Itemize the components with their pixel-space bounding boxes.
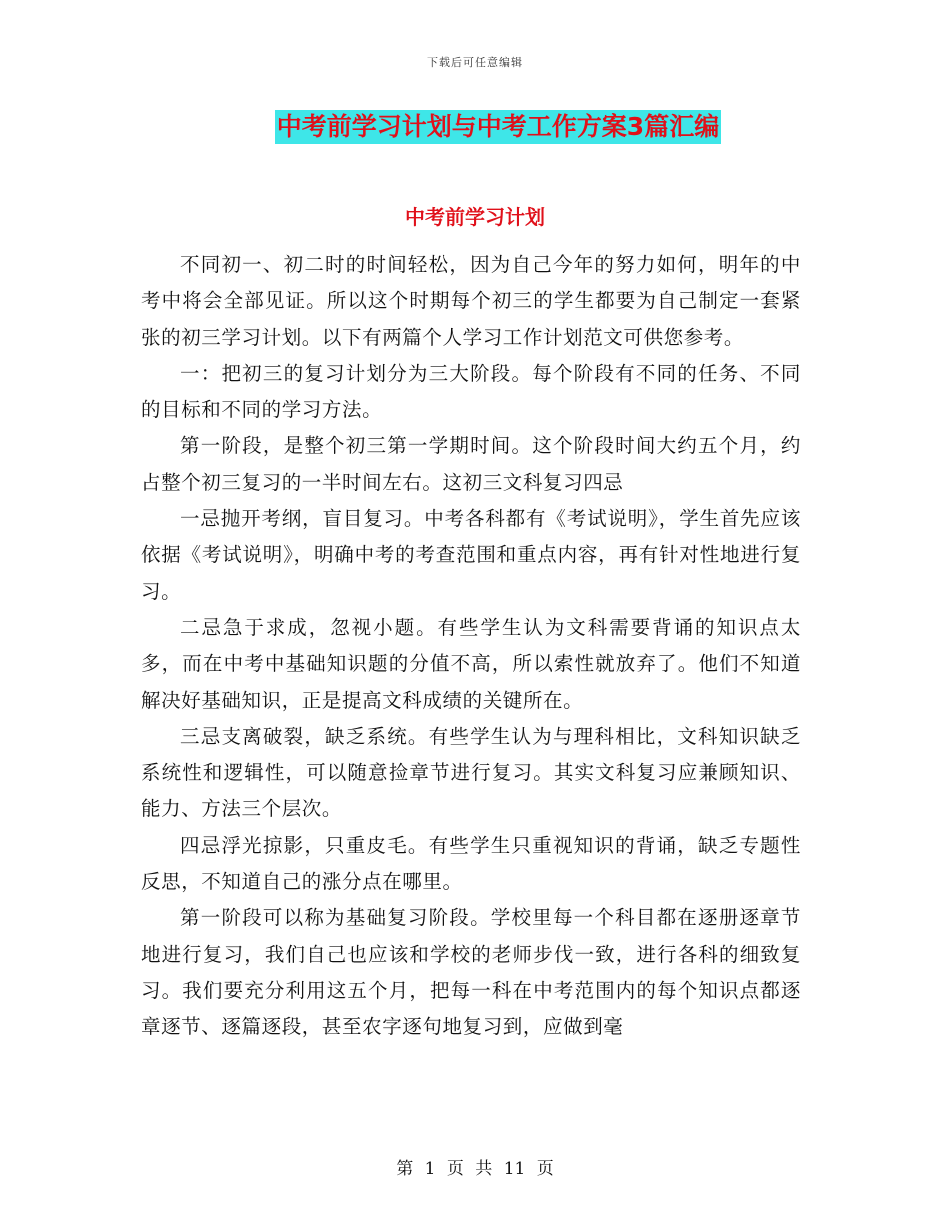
document-title-container xyxy=(0,110,950,144)
paragraph: 二忌急于求成，忽视小题。有些学生认为文科需要背诵的知识点太多，而在中考中基础知识题的分值不高，所以索性就放弃了。他们不知道解决好基础知识，正是提高文科成绩的关键所在。 xyxy=(141,615,801,712)
paragraph: 一：把初三的复习计划分为三大阶段。每个阶段有不同的任务、不同的目标和不同的学习方法。 xyxy=(141,361,801,422)
paragraph: 第一阶段可以称为基础复习阶段。学校里每一个科目都在逐册逐章节地进行复习，我们自己也应该和学校的老师步伐一致，进行各科的细致复习。我们要充分利用这五个月，把每一科在中考范围内的每个知识点都逐章逐节、逐篇逐段，甚至农字逐句地复习到，应做到毫 xyxy=(141,906,801,1039)
paragraph: 一忌抛开考纲，盲目复习。中考各科都有《考试说明》，学生首先应该依据《考试说明》，明确中考的考查范围和重点内容，再有针对性地进行复习。 xyxy=(141,507,801,603)
paragraph: 三忌支离破裂，缺乏系统。有些学生认为与理科相比，文科知识缺乏系统性和逻辑性，可以随意捡章节进行复习。其实文科复习应兼顾知识、能力、方法三个层次。 xyxy=(141,724,801,821)
body-text xyxy=(141,247,801,1046)
section-title: 中考前学习计划 xyxy=(405,205,545,229)
header-note: 下载后可任意编辑 xyxy=(427,56,523,69)
document-title: 中考前学习计划与中考工作方案3篇汇编 xyxy=(275,110,721,144)
page-footer: 第 1 页 共 11 页 xyxy=(396,1159,554,1179)
paragraph: 不同初一、初二时的时间轻松，因为自己今年的努力如何，明年的中考中将会全部见证。所以这个时期每个初三的学生都要为自己制定一套紧张的初三学习计划。以下有两篇个人学习工作计划范文可供您参考。 xyxy=(141,253,801,349)
paragraph: 四忌浮光掠影，只重皮毛。有些学生只重视知识的背诵，缺乏专题性反思，不知道自己的涨分点在哪里。 xyxy=(141,833,801,894)
paragraph: 第一阶段，是整个初三第一学期时间。这个阶段时间大约五个月，约占整个初三复习的一半时间左右。这初三文科复习四忌 xyxy=(141,434,801,494)
